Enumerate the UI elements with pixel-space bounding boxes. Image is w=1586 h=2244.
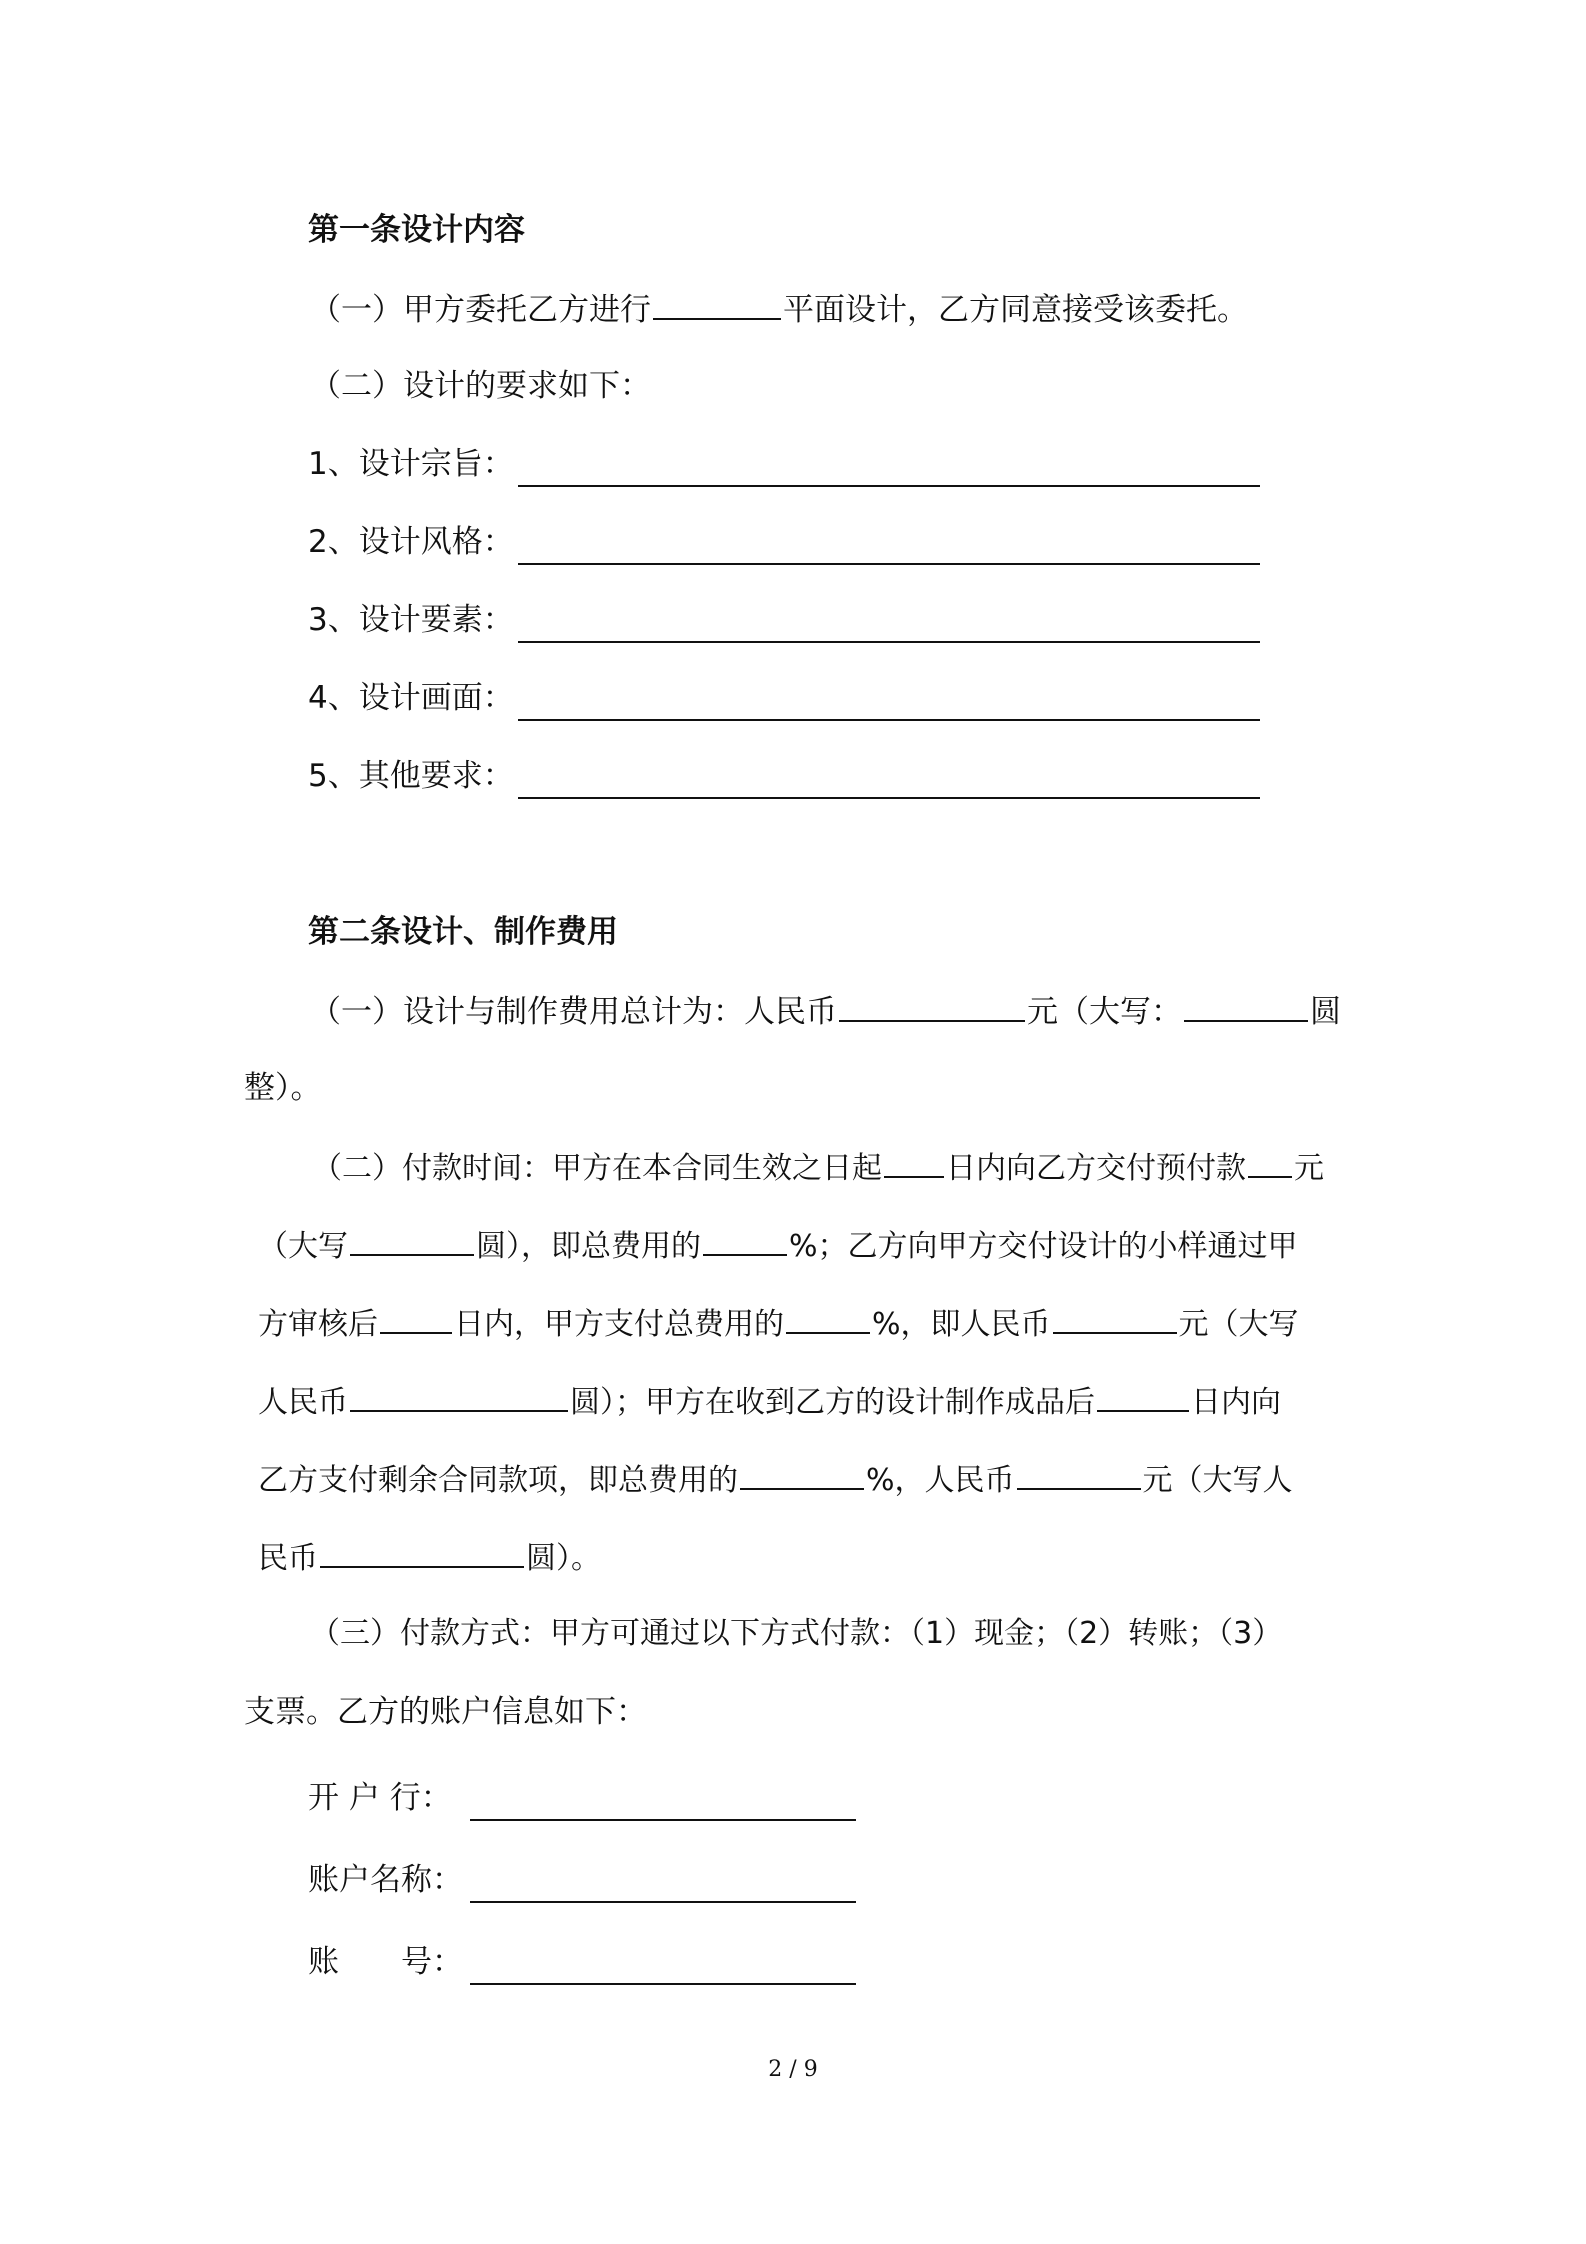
fill-blank[interactable] — [786, 1302, 870, 1334]
fill-blank[interactable] — [350, 1380, 568, 1412]
text: 圆 — [1310, 994, 1341, 1030]
fill-blank[interactable] — [350, 1224, 474, 1256]
account-name-label: 账户名称： — [308, 1862, 463, 1898]
requirement-item — [308, 600, 514, 640]
item-label: 4、设计画面： — [308, 680, 514, 716]
payment-time-line-1 — [312, 1146, 1324, 1189]
payment-time-line-3 — [258, 1302, 1299, 1345]
item-label: 1、设计宗旨： — [308, 446, 514, 482]
payment-method-line-1: （三）付款方式：甲方可通过以下方式付款：（1）现金；（2）转账；（3） — [310, 1616, 1283, 1651]
requirement-item — [308, 444, 514, 484]
requirement-item — [308, 522, 514, 562]
item-label: 3、设计要素： — [308, 602, 514, 638]
fill-blank[interactable] — [653, 288, 781, 320]
requirement-blank[interactable] — [518, 689, 1260, 721]
text: 人民币 — [258, 1385, 348, 1420]
text: （一）甲方委托乙方进行 — [310, 292, 651, 328]
text: 元（大写： — [1027, 994, 1182, 1030]
fill-blank[interactable] — [1053, 1302, 1177, 1334]
requirement-blank[interactable] — [518, 611, 1260, 643]
text: 日内向 — [1191, 1385, 1281, 1420]
text: （一）设计与制作费用总计为：人民币 — [310, 994, 837, 1030]
payment-method-line-2: 支票。乙方的账户信息如下： — [244, 1694, 647, 1730]
fill-blank[interactable] — [884, 1146, 944, 1178]
article-2-heading: 第二条设计、制作费用 — [308, 914, 618, 950]
text: %，即人民币 — [872, 1307, 1051, 1342]
account-number-label: 账 号： — [308, 1944, 463, 1980]
text: 日内，甲方支付总费用的 — [454, 1307, 784, 1342]
fill-blank[interactable] — [1248, 1146, 1292, 1178]
requirement-item — [308, 756, 514, 796]
fill-blank[interactable] — [1097, 1380, 1189, 1412]
fee-line-2: 整）。 — [244, 1070, 322, 1106]
fill-blank[interactable] — [839, 990, 1025, 1022]
payment-time-line-2 — [258, 1224, 1298, 1267]
requirement-blank[interactable] — [518, 455, 1260, 487]
payment-time-line-6 — [258, 1536, 601, 1579]
text: 元（大写人 — [1142, 1463, 1293, 1498]
text: （二）付款时间：甲方在本合同生效之日起 — [312, 1151, 882, 1186]
fill-blank[interactable] — [703, 1224, 787, 1256]
text: 元 — [1294, 1151, 1324, 1186]
payment-time-line-5 — [258, 1458, 1293, 1501]
article-1-para-2: （二）设计的要求如下： — [310, 368, 651, 404]
account-number-blank[interactable] — [470, 1953, 856, 1985]
item-label: 5、其他要求： — [308, 758, 514, 794]
page-number: 2 / 9 — [768, 2057, 818, 2082]
item-label: 2、设计风格： — [308, 524, 514, 560]
text: 方审核后 — [258, 1307, 378, 1342]
text: 元（大写 — [1178, 1307, 1299, 1342]
article-1-heading: 第一条设计内容 — [308, 212, 525, 248]
text: 圆）；甲方在收到乙方的设计制作成品后 — [570, 1385, 1095, 1420]
requirement-item — [308, 678, 514, 718]
text: 平面设计，乙方同意接受该委托。 — [783, 292, 1248, 328]
text: 圆）。 — [526, 1541, 601, 1576]
fill-blank[interactable] — [320, 1536, 524, 1568]
account-bank-blank[interactable] — [470, 1789, 856, 1821]
text: （大写 — [258, 1229, 348, 1264]
text: 乙方支付剩余合同款项，即总费用的 — [258, 1463, 738, 1498]
requirement-blank[interactable] — [518, 767, 1260, 799]
payment-time-line-4 — [258, 1380, 1281, 1423]
text: 圆），即总费用的 — [476, 1229, 701, 1264]
requirement-blank[interactable] — [518, 533, 1260, 565]
account-bank-label: 开 户 行： — [308, 1780, 452, 1816]
account-name-blank[interactable] — [470, 1871, 856, 1903]
text: 民币 — [258, 1541, 318, 1576]
fill-blank[interactable] — [740, 1458, 864, 1490]
fill-blank[interactable] — [380, 1302, 452, 1334]
fill-blank[interactable] — [1184, 990, 1308, 1022]
text: %，人民币 — [866, 1463, 1015, 1498]
fee-line-1 — [310, 990, 1341, 1032]
article-1-para-1 — [310, 288, 1248, 330]
fill-blank[interactable] — [1017, 1458, 1141, 1490]
text: %；乙方向甲方交付设计的小样通过甲 — [789, 1229, 1298, 1264]
text: 日内向乙方交付预付款 — [946, 1151, 1246, 1186]
